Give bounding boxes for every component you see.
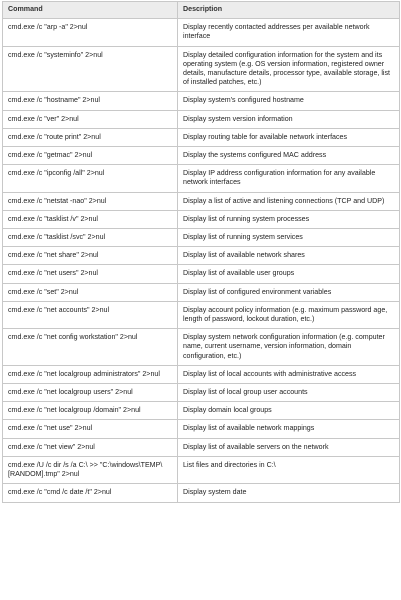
command-cell: cmd.exe /U /c dir /s /a C:\ >> "C:\windows\TEMP\[RANDOM].tmp" 2>nul xyxy=(3,456,178,483)
table-row xyxy=(3,265,400,283)
table-row xyxy=(3,128,400,146)
command-cell: cmd.exe /c "cmd /c date /t" 2>nul xyxy=(3,484,178,502)
table-row xyxy=(3,92,400,110)
description-cell: Display detailed configuration information for the system and its operating system (e.g. OS version information, registered owner details, manufacture details, processor type, available storage, list of installed patches, etc.) xyxy=(178,46,400,92)
command-cell: cmd.exe /c "tasklist /v" 2>nul xyxy=(3,210,178,228)
description-cell: Display list of running system services xyxy=(178,229,400,247)
description-cell: Display IP address configuration information for any available network interfaces xyxy=(178,165,400,192)
command-cell: cmd.exe /c "net use" 2>nul xyxy=(3,420,178,438)
description-cell: Display list of configured environment variables xyxy=(178,283,400,301)
description-cell: Display system's configured hostname xyxy=(178,92,400,110)
command-cell: cmd.exe /c "netstat -nao" 2>nul xyxy=(3,192,178,210)
command-cell: cmd.exe /c "set" 2>nul xyxy=(3,283,178,301)
column-header-command: Command xyxy=(3,2,178,19)
header-row xyxy=(3,2,400,19)
description-cell: List files and directories in C:\ xyxy=(178,456,400,483)
table-row xyxy=(3,420,400,438)
command-cell: cmd.exe /c "systeminfo" 2>nul xyxy=(3,46,178,92)
description-cell: Display list of available servers on the network xyxy=(178,438,400,456)
table-row xyxy=(3,484,400,502)
table-row xyxy=(3,365,400,383)
table-row xyxy=(3,165,400,192)
description-cell: Display the systems configured MAC address xyxy=(178,147,400,165)
command-cell: cmd.exe /c "ver" 2>nul xyxy=(3,110,178,128)
description-cell: Display domain local groups xyxy=(178,402,400,420)
command-cell: cmd.exe /c "route print" 2>nul xyxy=(3,128,178,146)
command-cell: cmd.exe /c "net view" 2>nul xyxy=(3,438,178,456)
command-cell: cmd.exe /c "net config workstation" 2>nul xyxy=(3,329,178,366)
table-row xyxy=(3,210,400,228)
description-cell: Display list of running system processes xyxy=(178,210,400,228)
description-cell: Display system network configuration information (e.g. computer name, current username, version information, domain configuration, etc.) xyxy=(178,329,400,366)
table-row xyxy=(3,402,400,420)
description-cell: Display account policy information (e.g. maximum password age, length of password, lockout duration, etc.) xyxy=(178,301,400,328)
table-row xyxy=(3,247,400,265)
table-row xyxy=(3,301,400,328)
command-cell: cmd.exe /c "net accounts" 2>nul xyxy=(3,301,178,328)
table-row xyxy=(3,229,400,247)
command-cell: cmd.exe /c "net localgroup administrators" 2>nul xyxy=(3,365,178,383)
table-row xyxy=(3,19,400,46)
description-cell: Display system date xyxy=(178,484,400,502)
description-cell: Display system version information xyxy=(178,110,400,128)
command-cell: cmd.exe /c "tasklist /svc" 2>nul xyxy=(3,229,178,247)
table-row xyxy=(3,46,400,92)
description-cell: Display list of available network mappings xyxy=(178,420,400,438)
command-cell: cmd.exe /c "net localgroup users" 2>nul xyxy=(3,384,178,402)
table-row xyxy=(3,147,400,165)
description-cell: Display list of available user groups xyxy=(178,265,400,283)
description-cell: Display recently contacted addresses per available network interface xyxy=(178,19,400,46)
command-cell: cmd.exe /c "arp -a" 2>nul xyxy=(3,19,178,46)
table-row xyxy=(3,384,400,402)
table-row xyxy=(3,192,400,210)
table-row xyxy=(3,283,400,301)
table-row xyxy=(3,438,400,456)
table-body xyxy=(3,19,400,502)
table-row xyxy=(3,110,400,128)
command-cell: cmd.exe /c "net users" 2>nul xyxy=(3,265,178,283)
command-cell: cmd.exe /c "net share" 2>nul xyxy=(3,247,178,265)
table-row xyxy=(3,456,400,483)
description-cell: Display list of local accounts with administrative access xyxy=(178,365,400,383)
command-table xyxy=(2,1,400,503)
column-header-description: Description xyxy=(178,2,400,19)
description-cell: Display list of local group user accounts xyxy=(178,384,400,402)
command-cell: cmd.exe /c "net localgroup /domain" 2>nul xyxy=(3,402,178,420)
description-cell: Display routing table for available network interfaces xyxy=(178,128,400,146)
table-header xyxy=(3,2,400,19)
command-cell: cmd.exe /c "hostname" 2>nul xyxy=(3,92,178,110)
description-cell: Display list of available network shares xyxy=(178,247,400,265)
table-row xyxy=(3,329,400,366)
command-cell: cmd.exe /c "getmac" 2>nul xyxy=(3,147,178,165)
description-cell: Display a list of active and listening connections (TCP and UDP) xyxy=(178,192,400,210)
command-cell: cmd.exe /c "ipconfig /all" 2>nul xyxy=(3,165,178,192)
